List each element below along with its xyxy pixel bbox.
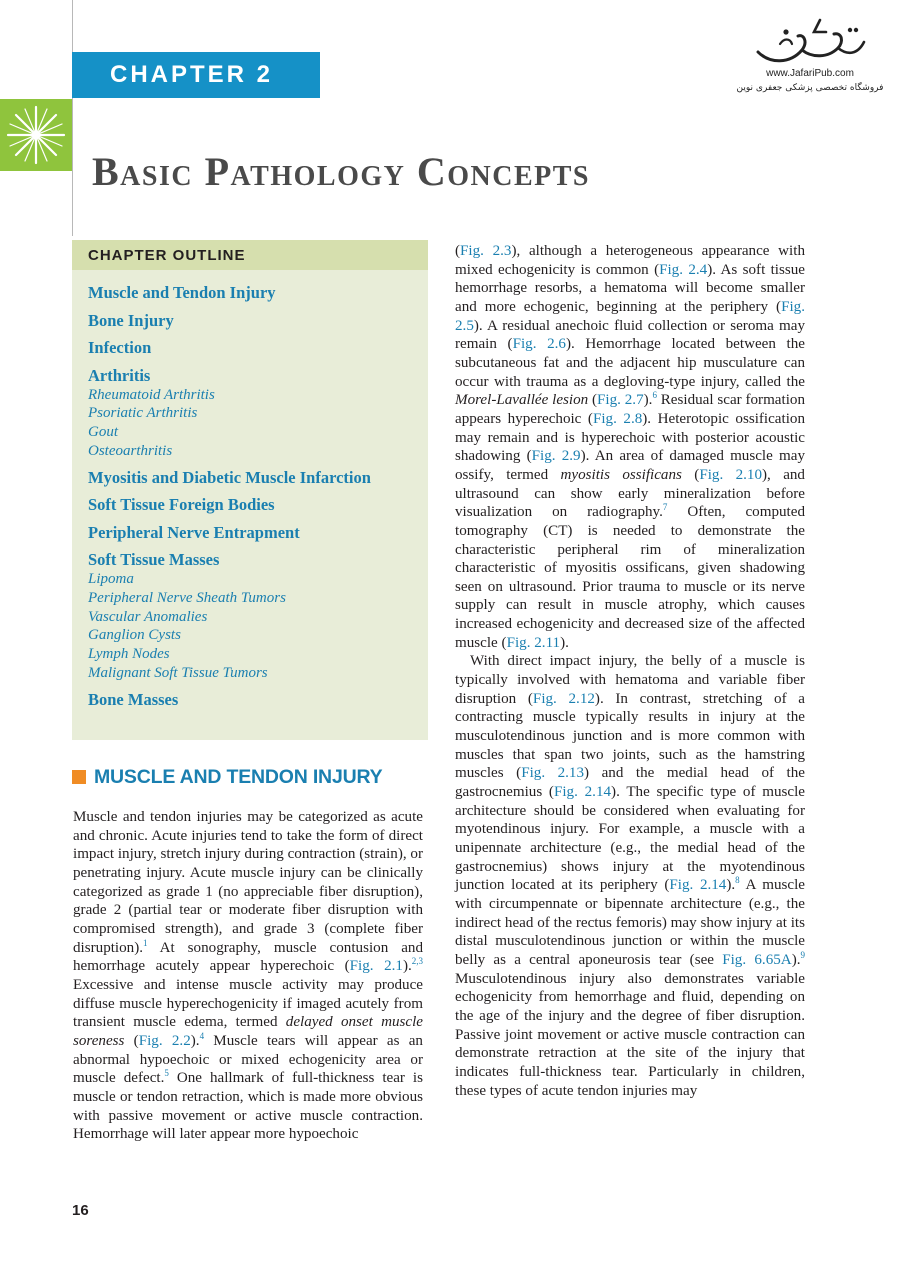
calligraphy-logo-icon: [750, 14, 870, 66]
logo-persian-text: فروشگاه تخصصی پزشکی جعفری نوین: [736, 83, 884, 93]
text-run: With direct impact injury, the belly of a muscle is typically involved with hematoma and variable fiber disruption (: [455, 653, 805, 707]
publisher-logo: [735, 14, 885, 108]
text-run: (: [124, 1032, 139, 1049]
body-paragraph: [73, 808, 423, 1144]
outline-subitem[interactable]: Lipoma: [88, 571, 134, 588]
figure-reference-link[interactable]: Fig. 2.12: [532, 690, 595, 707]
outline-item[interactable]: Peripheral Nerve Entrapment: [88, 522, 300, 542]
text-run: Often, computed tomography (CT) is needed to demonstrate the characteristic peripheral rim of mineralization characteristic of myositis ossificans, given shadowing seen on ultrasound. Prior trauma to muscle or its nerve supply can result in muscle atrophy, which causes increased echogenicity and decreased size of the affected muscle (: [455, 504, 805, 651]
body-column-left: [73, 808, 423, 1144]
outline-subitem[interactable]: Rheumatoid Arthritis: [88, 386, 215, 403]
section-square-icon: [72, 770, 86, 784]
text-run: ). Heterotopic ossification may remain and is hyperechoic with posterior acoustic shadowing (: [455, 410, 805, 465]
outline-item[interactable]: Bone Injury: [88, 310, 174, 330]
outline-subitem[interactable]: Gout: [88, 423, 118, 440]
outline-item[interactable]: Soft Tissue Foreign Bodies: [88, 495, 275, 515]
reference-superscript[interactable]: 2,3: [411, 956, 423, 967]
emphasis-term: Morel-Lavallée lesion: [455, 392, 589, 409]
outline-item[interactable]: Muscle and Tendon Injury: [88, 283, 276, 302]
text-run: Residual scar formation appears hyperechoic (: [455, 392, 805, 427]
outline-item[interactable]: Bone Masses: [88, 690, 179, 710]
body-paragraph: [455, 242, 805, 652]
figure-reference-link[interactable]: Fig. 2.2: [138, 1032, 191, 1049]
reference-superscript[interactable]: 7: [662, 502, 668, 513]
outline-subitem[interactable]: Lymph Nodes: [88, 646, 170, 663]
text-run: Musculotendinous injury also demonstrates variable echogenicity from hemorrhage and fluid, depending on the age of the injury and the degree of fiber disruption. Passive joint movement or active muscle contraction can demonstrate retraction at the site of the injury that indicates full-thickness tear. Particularly in children, these types of acute tendon injuries may: [455, 970, 805, 1099]
figure-reference-link[interactable]: Fig. 2.10: [699, 466, 763, 483]
text-run: (: [588, 392, 598, 409]
text-run: ).: [402, 958, 412, 975]
text-run: ).: [560, 634, 569, 651]
figure-reference-link[interactable]: Fig. 2.5: [455, 298, 805, 334]
figure-reference-link[interactable]: Fig. 2.6: [512, 336, 566, 353]
figure-reference-link[interactable]: Fig. 2.4: [659, 261, 708, 278]
outline-item[interactable]: Soft Tissue Masses: [88, 550, 220, 570]
text-run: ), and ultrasound can show early mineralization before visualization on radiography.: [455, 466, 805, 521]
figure-reference-link[interactable]: Fig. 6.65A: [722, 951, 792, 968]
emphasis-term: delayed onset muscle soreness: [73, 1014, 423, 1049]
chapter-label: CHAPTER 2: [72, 52, 320, 98]
outline-subitem[interactable]: Psoriatic Arthritis: [88, 405, 198, 422]
figure-reference-link[interactable]: Fig. 2.7: [597, 392, 644, 409]
figure-reference-link[interactable]: Fig. 2.13: [521, 765, 585, 782]
logo-url: www.JafariPub.com: [766, 68, 854, 79]
text-run: ). The specific type of muscle architecture should be considered when evaluating for myotendinous injury. For example, a muscle with a unipennate architecture (e.g., the medial head of the gastrocnemius) shows injury at the myotendinous junction located at its periphery (: [455, 784, 805, 894]
text-run: ). A residual anechoic fluid collection or seroma may remain (: [455, 317, 805, 353]
figure-reference-link[interactable]: Fig. 2.11: [506, 634, 561, 651]
text-run: ).: [791, 951, 801, 968]
outline-heading: CHAPTER OUTLINE: [72, 240, 428, 270]
text-run: ).: [643, 392, 653, 409]
text-run: A muscle with circumpennate or bipennate architecture (e.g., the indirect head of the rectus femoris) may show injury at its distal musculotendinous junction or within the muscle belly as a central aponeurosis tear (see: [455, 877, 805, 968]
margin-rule: [72, 0, 73, 236]
text-run: ). In contrast, stretching of a contracting muscle typically results in injury at the musculotendinous junction and is more common with muscles that span two joints, such as the hamstring muscles (: [455, 690, 805, 782]
body-column-right: [455, 242, 805, 1100]
outline-subitem[interactable]: Peripheral Nerve Sheath Tumors: [88, 590, 286, 607]
text-run: (: [681, 466, 700, 483]
figure-reference-link[interactable]: Fig. 2.14: [669, 877, 727, 894]
text-run: ). An area of damaged muscle may ossify, termed: [455, 448, 805, 483]
outline-item[interactable]: Arthritis: [88, 365, 151, 385]
figure-reference-link[interactable]: Fig. 2.3: [460, 243, 512, 259]
chapter-outline-box: [72, 240, 428, 740]
outline-item[interactable]: Infection: [88, 338, 152, 357]
figure-reference-link[interactable]: Fig. 2.14: [553, 784, 612, 801]
outline-subitem[interactable]: Malignant Soft Tissue Tumors: [88, 664, 268, 681]
text-run: ). As soft tissue hemorrhage resorbs, a hematoma will become smaller and more echogenic, beginning at the periphery (: [455, 261, 805, 315]
text-run: ). Hemorrhage located between the subcutaneous fat and the adjacent hip musculature can occur with trauma as a degloving-type injury, called the: [455, 336, 805, 390]
outline-subitem[interactable]: Ganglion Cysts: [88, 627, 181, 644]
text-run: At sonography, muscle contusion and hemorrhage acutely appear hyperechoic (: [73, 939, 423, 975]
reference-superscript[interactable]: 5: [164, 1068, 169, 1079]
figure-reference-link[interactable]: Fig. 2.1: [349, 958, 403, 975]
chapter-star-icon: [0, 99, 72, 171]
emphasis-term: myositis ossificans: [560, 466, 682, 483]
reference-superscript[interactable]: 4: [199, 1030, 205, 1041]
text-run: (: [455, 243, 461, 259]
text-run: Muscle and tendon injuries may be categorized as acute and chronic. Acute injuries tend to take the form of direct impact injury, stretch injury during contraction (strain), or penetrating injury. Acute muscle injury can be clinically categorized as grade 1 (no appreciable fiber disruption), grade 2 (partial tear or moderate fiber disruption with compromised strength), and grade 3 (complete fiber disruption).: [73, 809, 423, 956]
page-number: 16: [72, 1202, 89, 1219]
reference-superscript[interactable]: 6: [652, 390, 657, 401]
text-run: Muscle tears will appear as an abnormal hypoechoic or mixed echogenicity area or muscle defect.: [73, 1032, 423, 1087]
text-run: ).: [190, 1032, 200, 1049]
reference-superscript[interactable]: 8: [735, 875, 740, 886]
section-heading: [72, 766, 382, 789]
outline-list: [72, 270, 428, 710]
text-run: ).: [726, 877, 736, 894]
outline-subitem[interactable]: Osteoarthritis: [88, 442, 173, 459]
outline-subitem[interactable]: Vascular Anomalies: [88, 608, 208, 625]
chapter-title: Basic Pathology Concepts: [92, 149, 590, 194]
reference-superscript[interactable]: 1: [143, 937, 148, 948]
reference-superscript[interactable]: 9: [800, 949, 805, 960]
text-run: One hallmark of full-thickness tear is muscle or tendon retraction, which is made more obvious with passive movement or active muscle contraction. Hemorrhage will later appear more hypoechoic: [73, 1070, 423, 1143]
text-run: ) and the medial head of the gastrocnemius (: [455, 765, 805, 801]
body-paragraph: [455, 652, 805, 1100]
text-run: Excessive and intense muscle activity may produce diffuse muscle hyperechogenicity if imaged acutely from transient muscle edema, termed: [73, 976, 423, 1031]
figure-reference-link[interactable]: Fig. 2.8: [592, 410, 643, 427]
section-heading-text: MUSCLE AND TENDON INJURY: [94, 766, 383, 788]
text-run: ), although a heterogeneous appearance with mixed echogenicity is common (: [455, 243, 805, 278]
outline-item[interactable]: Myositis and Diabetic Muscle Infarction: [88, 467, 371, 487]
figure-reference-link[interactable]: Fig. 2.9: [531, 448, 581, 465]
